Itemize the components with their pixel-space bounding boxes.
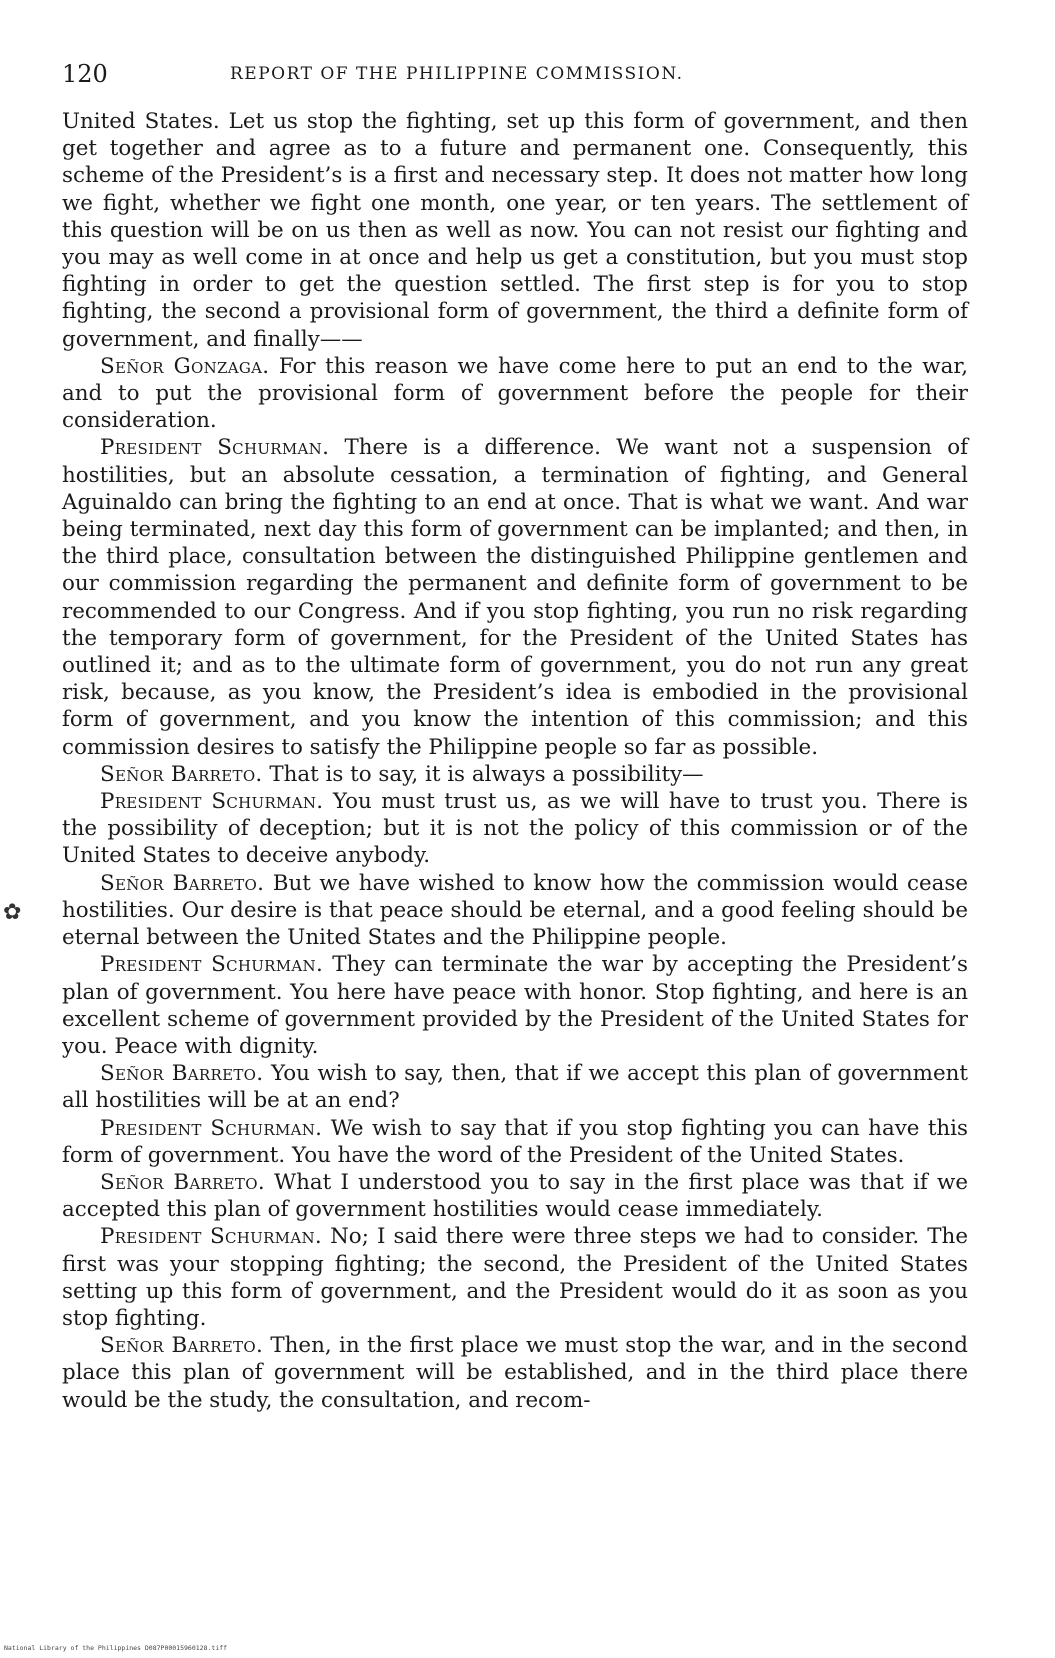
paragraph	[62, 1332, 968, 1414]
speaker-name: Señor Barreto.	[100, 1333, 264, 1359]
speaker-name: President Schurman.	[100, 1115, 323, 1141]
paragraph	[62, 870, 968, 952]
paragraph	[62, 1223, 968, 1332]
page-number: 120	[62, 60, 108, 88]
margin-ornament-icon: ✿	[3, 900, 22, 925]
speaker-name: President Schurman.	[100, 789, 324, 815]
paragraph-text: You wish to say, then, that if we accept this plan of government all hostilities will be at an end?	[62, 1061, 968, 1114]
speaker-name: Señor Barreto.	[100, 1169, 265, 1195]
paragraph-text: We wish to say that if you stop fighting you can have this form of government. You have the word of the President of the United States.	[62, 1115, 969, 1168]
paragraph	[62, 788, 968, 870]
paragraph-text: But we have wished to know how the commission would cease hostilities. Our desire is that peace should be eternal, and a good feeling should be eternal between the United States and the Philippine people.	[62, 870, 968, 951]
body-text	[62, 108, 968, 1414]
paragraph	[62, 353, 968, 435]
paragraph-text: There is a difference. We want not a suspension of hostilities, but an absolute cessation, a termination of fighting, and General Aguinaldo can bring the fighting to an end at once. That is what we want. And war being terminated, next day this form of government can be implanted; and then, in the third place, consultation between the distinguished Philippine gentlemen and our commission regarding the permanent and definite form of government to be recommended to our Congress. And if you stop fighting, you run no risk regarding the temporary form of government, for the President of the United States has outlined it; and as to the ultimate form of government, you do not run any great risk, because, as you know, the President’s idea is embodied in the provisional form of government, and you know the intention of this commission; and this commission desires to satisfy the Philippine people so far as possible.	[62, 435, 968, 760]
paragraph	[62, 1115, 968, 1169]
speaker-name: Señor Barreto.	[100, 1061, 264, 1087]
paragraph	[62, 761, 968, 788]
paragraph	[62, 108, 968, 353]
paragraph-text: For this reason we have come here to put an end to the war, and to put the provisional form of government before the people for their consideration.	[62, 353, 968, 434]
speaker-name: Señor Gonzaga.	[100, 353, 270, 379]
paragraph-text: What I understood you to say in the first place was that if we accepted this plan of government hostilities would cease immediately.	[62, 1169, 968, 1223]
paragraph	[62, 951, 968, 1060]
speaker-name: Señor Barreto.	[100, 761, 263, 787]
paragraph	[62, 434, 968, 760]
paragraph-text: Then, in the first place we must stop the war, and in the second place this plan of government will be established, and in the third place there would be the study, the consultation, and recom-	[62, 1333, 968, 1413]
running-head: REPORT OF THE PHILIPPINE COMMISSION.	[230, 64, 684, 84]
paragraph	[62, 1060, 968, 1114]
speaker-name: President Schurman.	[100, 952, 324, 978]
paragraph-text: No; I said there were three steps we had to consider. The first was your stopping fighting; the second, the President of the United States setting up this form of government, and the President would do it as soon as you stop fighting.	[62, 1224, 968, 1331]
speaker-name: Señor Barreto.	[100, 870, 265, 896]
paragraph-text: That is to say, it is always a possibility—	[269, 761, 704, 787]
paragraph	[62, 1169, 968, 1223]
paragraph-text: You must trust us, as we will have to trust you. There is the possibility of deception; but it is not the policy of this commission or of the United States to deceive anybody.	[62, 789, 968, 869]
page-header	[62, 60, 962, 94]
paragraph-text: United States. Let us stop the fighting, set up this form of government, and then get together and agree as to a future and permanent one. Consequently, this scheme of the President’s is a first and necessary step. It does not matter how long we fight, whether we fight one month, one year, or ten years. The settlement of this question will be on us then as well as now. You can not resist our fighting and you may as well come in at once and help us get a constitution, but you must stop fighting in order to get the question settled. The first step is for you to stop fighting, the second a provisional form of government, the third a definite form of government, and finally——	[62, 109, 968, 352]
paragraph-text: They can terminate the war by accepting the President’s plan of government. You here have peace with honor. Stop fighting, and here is an excellent scheme of government provided by the President of the United States for you. Peace with dignity.	[62, 952, 968, 1059]
scan-footer: National Library of the Philippines D087P00015960128.tiff	[4, 1644, 228, 1652]
speaker-name: President Schurman.	[100, 435, 330, 461]
speaker-name: President Schurman.	[100, 1224, 322, 1250]
